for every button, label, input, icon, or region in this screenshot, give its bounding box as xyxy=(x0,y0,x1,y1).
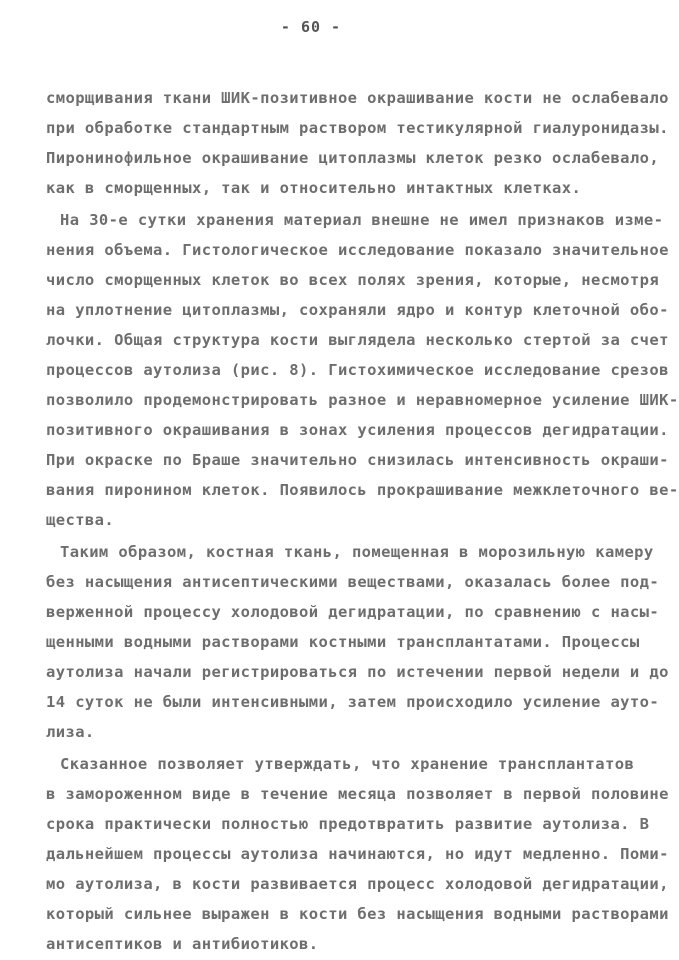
text-line: который сильнее выражен в кости без насыщения водными растворами xyxy=(46,905,669,923)
text-line: число сморщенных клеток во всех полях зрения, которые, несмотря xyxy=(46,271,660,289)
text-line: позитивного окрашивания в зонах усиления процессов дегидратации. xyxy=(46,421,669,439)
text-line: Сказанное позволяет утверждать, что хранение трансплантатов xyxy=(60,755,635,773)
text-line: щенными водными растворами костными трансплантатами. Процессы xyxy=(46,633,640,651)
text-line: в замороженном виде в течение месяца позволяет в первой половине xyxy=(46,785,669,803)
text-line: антисептиков и антибиотиков. xyxy=(46,935,319,953)
text-line: при обработке стандартным раствором тестикулярной гиалуронидазы. xyxy=(46,119,669,137)
text-line: сморщивания ткани ШИК-позитивное окрашивание кости не ослабевало xyxy=(46,89,669,107)
text-line: На 30-е сутки хранения материал внешне не имел признаков изме- xyxy=(60,211,664,229)
text-line: Таким образом, костная ткань, помещенная в морозильную камеру xyxy=(60,543,654,561)
text-line: верженной процессу холодовой дегидратации, по сравнению с насы- xyxy=(46,603,660,621)
text-line: щества. xyxy=(46,511,115,529)
text-line: нения объема. Гистологическое исследование показало значительное xyxy=(46,241,669,259)
text-line: мо аутолиза, в кости развивается процесс холодовой дегидратации, xyxy=(46,875,669,893)
text-line: Пиронинофильное окрашивание цитоплазмы клеток резко ослабевало, xyxy=(46,149,660,167)
text-line: вания пиронином клеток. Появилось прокрашивание межклеточного ве- xyxy=(46,481,679,499)
text-line: лочки. Общая структура кости выглядела несколько стертой за счет xyxy=(46,331,669,349)
text-line: лиза. xyxy=(46,723,95,741)
page-number: - 60 - xyxy=(280,18,342,36)
text-line: дальнейшем процессы аутолиза начинаются, но идут медленно. Поми- xyxy=(46,845,669,863)
text-line: 14 суток не были интенсивными, затем происходило усиление ауто- xyxy=(46,693,660,711)
text-line: срока практически полностью предотвратить развитие аутолиза. В xyxy=(46,815,650,833)
text-line: на уплотнение цитоплазмы, сохраняли ядро и контур клеточной обо- xyxy=(46,301,669,319)
text-line: При окраске по Браше значительно снизилась интенсивность окраши- xyxy=(46,451,669,469)
text-line: процессов аутолиза (рис. 8). Гистохимическое исследование срезов xyxy=(46,361,669,379)
text-line: аутолиза начали регистрироваться по истечении первой недели и до xyxy=(46,663,669,681)
text-line: без насыщения антисептическими веществами, оказалась более под- xyxy=(46,573,660,591)
text-line: как в сморщенных, так и относительно интактных клетках. xyxy=(46,179,582,197)
text-line: позволило продемонстрировать разное и неравномерное усиление ШИК- xyxy=(46,391,679,409)
